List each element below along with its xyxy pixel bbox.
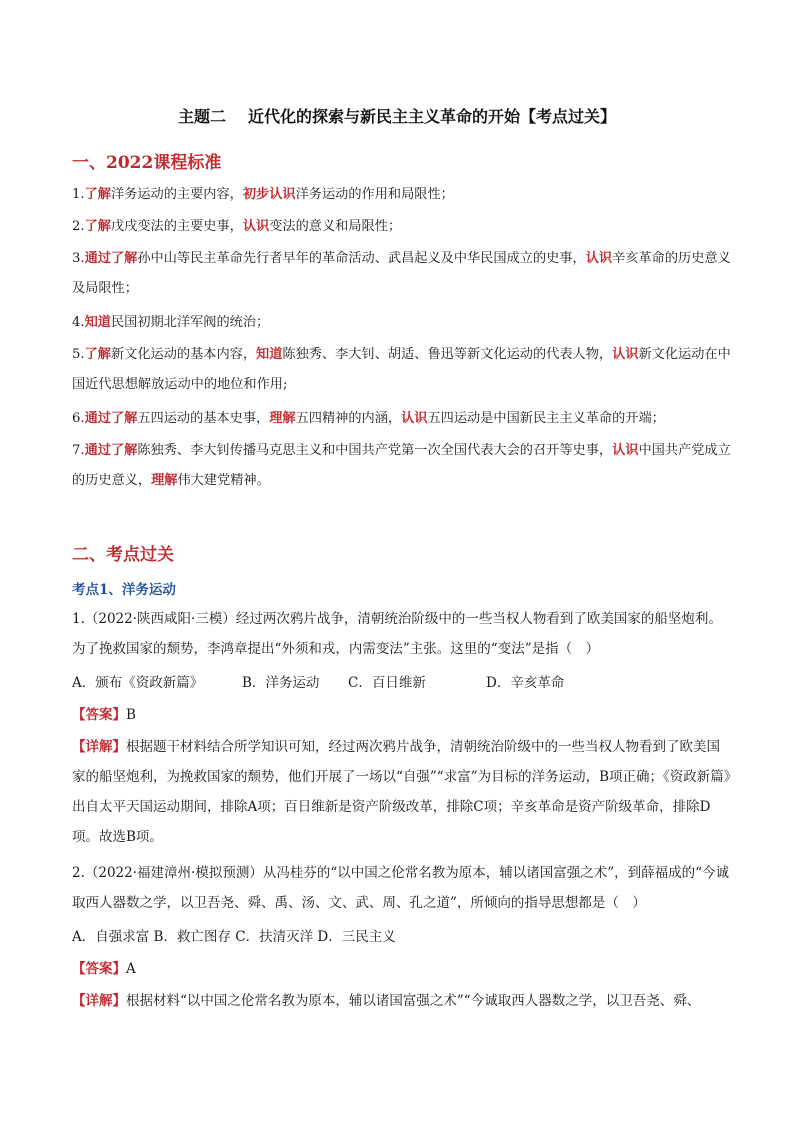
standard-text: 洋务运动的主要内容，: [110, 187, 243, 202]
detail-text: 根据题干材料结合所学知识可知，经过两次鸦片战争，清朝统治阶级中的一些当权人物看到了欧美国家的船坚炮利，为挽救国家的颓势，他们开展了一场以“自强”“求富”为目标的洋务运动，B项正确；《资政新篇》出自太平天国运动期间，排除A项；百日维新是资产阶级改革，排除C项；辛亥革命是资产阶级革命，排除D项。故选B项。: [72, 739, 731, 845]
section-heading-standards: 一、2022课程标准: [72, 153, 222, 173]
question-1-options: [72, 668, 732, 698]
standard-text: 1.: [72, 187, 85, 202]
standard-keyword: 通过了解: [84, 251, 138, 266]
standard-keyword: 认识: [401, 411, 428, 426]
q1-option-d: D．辛亥革命: [486, 675, 565, 691]
standard-text: 中国共产党成立的历史意义，: [72, 443, 731, 488]
standard-text: 民国初期北洋军阀的统治；: [110, 315, 270, 330]
standard-text: 4.: [72, 315, 85, 330]
question-1-stem: 1.（2022·陕西咸阳·三模）经过两次鸦片战争，清朝统治阶级中的一些当权人物看到了欧美国家的船坚炮利。为了挽救国家的颓势，李鸿章提出“外须和戎，内需变法”主张。这里的“变法”是指（ ）: [72, 611, 722, 657]
title-topic: 主题二: [177, 107, 226, 126]
q1-option-b: B．洋务运动: [242, 675, 320, 691]
question-2-answer: [72, 954, 732, 984]
standard-keyword: 理解: [269, 411, 296, 426]
standard-text: 新文化运动在中国近代思想解放运动中的地位和作用;: [72, 347, 731, 392]
standard-text: 戊戌变法的主要史事，: [110, 219, 243, 234]
question-1-answer: [72, 700, 732, 730]
standard-text: 7.: [72, 443, 85, 458]
standard-item-6: [72, 404, 732, 434]
standard-text: 五四运动是中国新民主主义革命的开端；: [427, 411, 665, 426]
standard-keyword: 知道: [84, 315, 111, 330]
standard-text: 陈独秀、李大钊传播马克思主义和中国共产党第一次全国代表大会的召开等史事，: [137, 443, 613, 458]
standard-item-4: [72, 308, 732, 338]
detail-tag: 【详解】: [72, 993, 126, 1009]
standard-text: 3.: [72, 251, 85, 266]
standard-text: 陈独秀、李大钊、胡适、鲁迅等新文化运动的代表人物，: [282, 347, 613, 362]
standard-keyword: 通过了解: [84, 443, 138, 458]
standard-keyword: 认识: [612, 347, 639, 362]
standard-item-1: [72, 180, 732, 210]
standard-keyword: 认识: [242, 219, 270, 234]
standard-keyword: 认识: [585, 251, 613, 266]
page-title: [0, 104, 794, 127]
q1-option-c: C．百日维新: [348, 675, 426, 691]
answer-value: A: [126, 961, 136, 977]
standard-text: 6.: [72, 411, 85, 426]
answer-value: B: [126, 707, 136, 723]
question-1-detail: [72, 732, 732, 852]
detail-tag: 【详解】: [72, 739, 126, 755]
standard-text: 孙中山等民主革命先行者早年的革命活动、武昌起义及中华民国成立的史事，: [137, 251, 586, 266]
detail-text: 根据材料“以中国之伦常名教为原本，辅以诸国富强之术”“今诚取西人器数之学，以卫吾尧、舜、: [126, 993, 701, 1009]
answer-tag: 【答案】: [72, 707, 126, 723]
standard-text: 伟大建党精神。: [177, 473, 270, 488]
standard-item-2: [72, 212, 732, 242]
standard-text: 辛亥革命的历史意义及局限性；: [72, 251, 731, 296]
standard-text: 新文化运动的基本内容，: [110, 347, 257, 362]
standard-keyword: 通过了解: [84, 411, 138, 426]
standard-keyword: 理解: [151, 473, 178, 488]
q1-option-a: A．颁布《资政新篇》: [72, 675, 204, 691]
section-heading-kaodian: 二、考点过关: [72, 545, 174, 565]
standard-text: 变法的意义和局限性；: [269, 219, 402, 234]
standard-item-5: [72, 340, 732, 400]
standard-keyword: 初步认识: [242, 187, 296, 202]
standard-item-3: [72, 244, 732, 304]
standard-text: 五四精神的内涵，: [295, 411, 402, 426]
standard-keyword: 了解: [84, 347, 111, 362]
standard-keyword: 知道: [256, 347, 283, 362]
standard-keyword: 了解: [84, 219, 111, 234]
standard-text: 洋务运动的作用和局限性；: [295, 187, 454, 202]
answer-tag: 【答案】: [72, 961, 126, 977]
standard-keyword: 认识: [612, 443, 639, 458]
question-2-detail: [72, 986, 732, 1016]
standard-text: 五四运动的基本史事，: [137, 411, 270, 426]
kaodian-label: 考点1、洋务运动: [72, 582, 176, 598]
title-text: 近代化的探索与新民主主义革命的开始【考点过关】: [248, 107, 617, 126]
question-2-options: A．自强求富 B．救亡图存 C．扶清灭洋 D．三民主义: [72, 929, 396, 945]
standard-item-7: [72, 436, 732, 496]
standard-text: 5.: [72, 347, 85, 362]
question-2-stem: 2.（2022·福建漳州·模拟预测）从冯桂芬的“以中国之伦常名教为原本，辅以诸国富强之术”，到薛福成的“今诚取西人器数之学，以卫吾尧、舜、禹、汤、文、武、周、孔之道”，所倾向的指导思想都是（ ）: [72, 865, 730, 911]
standard-text: 2.: [72, 219, 85, 234]
standard-keyword: 了解: [84, 187, 111, 202]
